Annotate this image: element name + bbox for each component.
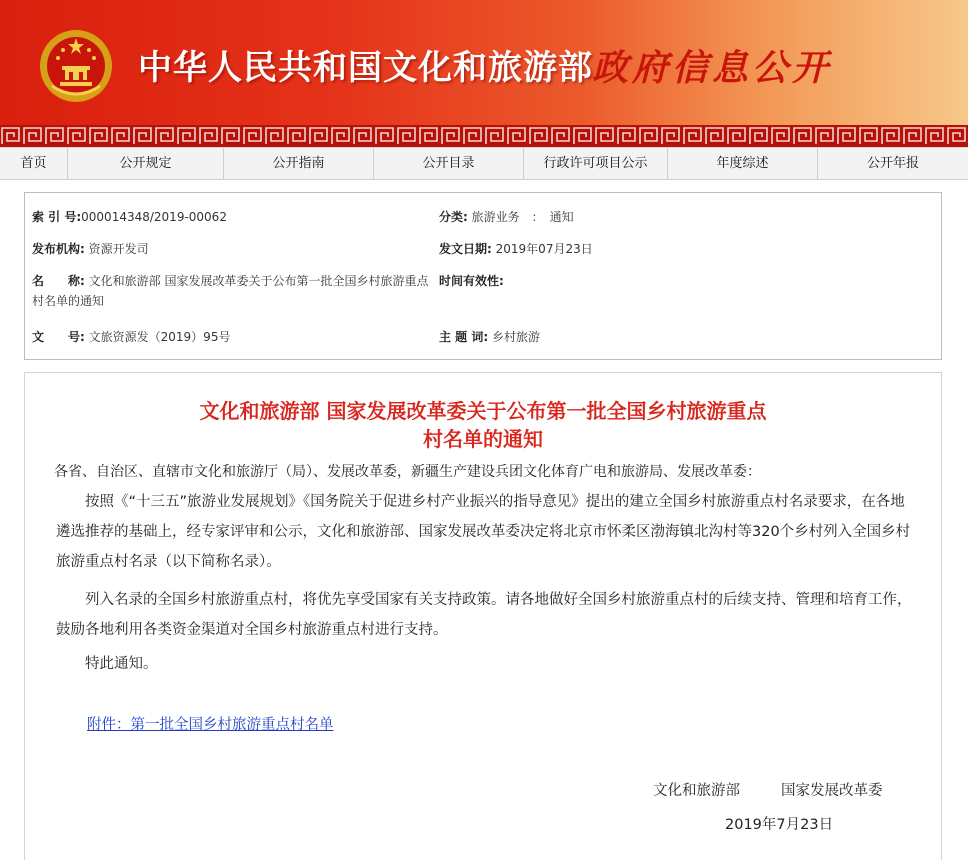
signer-ministry: 文化和旅游部 — [653, 783, 740, 799]
document-content — [24, 372, 942, 860]
nav-disclosure-rules[interactable]: 公开规定 — [68, 148, 224, 179]
signer-ndrc: 国家发展改革委 — [781, 783, 883, 799]
index-number-row — [32, 207, 227, 227]
issue-date-label: 发文日期: — [439, 242, 492, 256]
name-value-line1: 文化和旅游部 国家发展改革委关于公布第一批全国乡村旅游重点 — [88, 274, 429, 288]
document-metadata-box — [24, 192, 942, 360]
sign-date: 2019年7月23日 — [725, 817, 834, 833]
doc-number-label: 文 号: — [32, 330, 85, 344]
section-subtitle: 政府信息公开 — [592, 47, 833, 89]
nav-home[interactable]: 首页 — [0, 148, 68, 179]
index-label: 索 引 号: — [32, 210, 82, 224]
doc-number-row — [32, 327, 230, 347]
index-value: 000014348/2019-00062 — [81, 210, 227, 224]
paragraph-3: 特此通知。 — [85, 656, 158, 672]
name-row — [32, 271, 437, 311]
nav-annual-summary[interactable]: 年度综述 — [668, 148, 818, 179]
nav-annual-report[interactable]: 公开年报 — [866, 156, 919, 171]
issue-date-value: 2019年07月23日 — [495, 242, 593, 256]
salutation: 各省、自治区、直辖市文化和旅游厅（局）、发展改革委，新疆生产建设兵团文化体育广电和旅游局、发展改革委： — [54, 464, 761, 480]
publisher-row — [32, 239, 149, 259]
topic-value: 乡村旅游 — [491, 330, 540, 344]
publisher-label: 发布机构: — [32, 242, 85, 256]
header-banner — [0, 0, 968, 125]
nav-disclosure-guide[interactable]: 公开指南 — [224, 148, 374, 179]
topic-row — [439, 327, 540, 347]
name-label: 名 称: — [32, 274, 85, 288]
category-value: 旅游业务 ： 通知 — [471, 210, 574, 224]
publisher-value: 资源开发司 — [88, 242, 149, 256]
doc-number-value: 文旅资源发（2019）95号 — [88, 330, 231, 344]
category-row — [439, 207, 574, 227]
topic-label: 主 题 词: — [439, 330, 489, 344]
nav-disclosure-catalog[interactable]: 公开目录 — [374, 148, 524, 179]
category-label: 分类: — [439, 210, 468, 224]
ministry-title: 中华人民共和国文化和旅游部 — [138, 48, 593, 88]
name-value-line2: 村名单的通知 — [32, 294, 105, 308]
document-title-line1: 文化和旅游部 国家发展改革委关于公布第一批全国乡村旅游重点 — [199, 399, 767, 423]
validity-label: 时间有效性: — [439, 274, 504, 288]
document-title-line2: 村名单的通知 — [423, 427, 543, 451]
national-emblem-icon — [38, 28, 114, 104]
paragraph-1: 按照《“十三五”旅游业发展规划》《国务院关于促进乡村产业振兴的指导意见》提出的建立全国乡村旅游重点村名录要求，在各地遴选推荐的基础上，经专家评审和公示，文化和旅游部、国家发展改革委决定将北京市怀柔区渤海镇北沟村等320个乡村列入全国乡村旅游重点村名录（以下简称名录）。 — [56, 494, 911, 570]
decorative-fret-band — [0, 125, 968, 147]
issue-date-row — [439, 239, 593, 259]
validity-row — [439, 271, 504, 291]
paragraph-2: 列入名录的全国乡村旅游重点村，将优先享受国家有关支持政策。请各地做好全国乡村旅游重点村的后续支持、管理和培育工作，鼓励各地利用各类资金渠道对全国乡村旅游重点村进行支持。 — [56, 592, 912, 638]
attachment-link[interactable]: 附件：第一批全国乡村旅游重点村名单 — [87, 717, 334, 733]
nav-admin-license[interactable]: 行政许可项目公示 — [524, 148, 668, 179]
main-nav — [0, 147, 968, 180]
